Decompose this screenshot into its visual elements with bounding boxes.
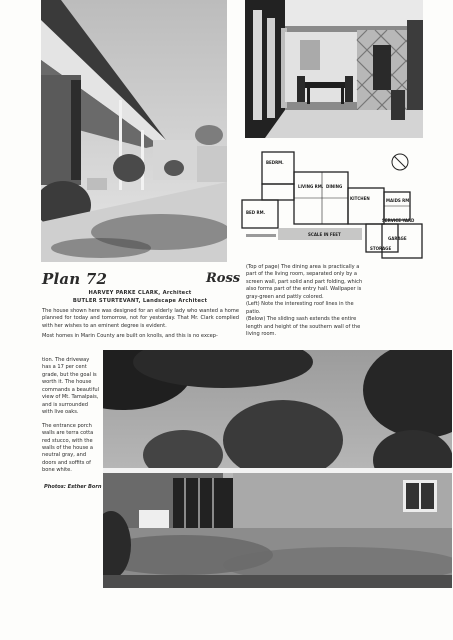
caption-left: (Left) Note the interesting roof lines in the patio. bbox=[246, 301, 354, 315]
credits bbox=[42, 290, 238, 305]
plan-label-bedroom-1: BEDRM. bbox=[266, 160, 284, 165]
photo-credit: Photos: Esther Born bbox=[44, 484, 102, 490]
plan-label-living-room: LIVING RM. bbox=[298, 184, 324, 189]
plan-label-service-yard: SERVICE YARD bbox=[382, 218, 415, 223]
plan-label-dining: DINING bbox=[326, 184, 343, 189]
caption-top: (Top of page) The dining area is practically a part of the living room, separated only by a screen wall, part solid and part folding, which also forms part of the entry hall. Wallpaper is gray-green and pattly colored. bbox=[246, 264, 363, 300]
architect-credit: HARVEY PARKE CLARK, Architect bbox=[88, 290, 192, 296]
floor-plan bbox=[238, 148, 425, 261]
plan-label-maids-room: MAIDS RM. bbox=[386, 198, 411, 203]
body-column-narrow bbox=[42, 357, 99, 481]
body-paragraph-2-rest: tion. The driveway has a 17 per cent grade, but the goal is worth it. The house commands a beautiful view of Mt. Tamalpais, and is surrounded with live oaks. bbox=[42, 357, 100, 416]
body-paragraph-3: The entrance porch walls are terra cotta red stucco, with the walls of the house a neutral gray, and doors and soffits of bone white. bbox=[42, 422, 94, 474]
exterior-photo bbox=[103, 350, 452, 588]
plan-label-storage: STORAGE bbox=[370, 246, 392, 251]
plan-label-scale: SCALE IN FEET bbox=[308, 232, 341, 237]
body-paragraph-2-start: Most homes in Marin County are built on knolls, and this is no excep- bbox=[42, 333, 218, 340]
plan-title: Plan 72 bbox=[42, 270, 108, 288]
dining-area-photo bbox=[245, 0, 423, 138]
plan-label-bedroom-2: BED RM. bbox=[246, 210, 266, 215]
body-text bbox=[42, 308, 239, 341]
patio-photo bbox=[41, 0, 227, 262]
landscape-credit: BUTLER STURTEVANT, Landscape Architect bbox=[72, 297, 208, 304]
artist-signature: Ross bbox=[206, 271, 241, 286]
caption-below: (Below) The sliding sash extends the entire length and height of the southern wall of the living room. bbox=[246, 316, 361, 338]
caption bbox=[246, 264, 366, 339]
plan-label-kitchen: KITCHEN bbox=[350, 196, 370, 201]
plan-label-garage: GARAGE bbox=[388, 236, 407, 241]
body-paragraph-1: The house shown here was designed for an elderly lady who wanted a home planned for today and tomorrow, not for yesterday. That Mr. Clark complied with her wishes to an eminent degree is evident. bbox=[42, 308, 239, 329]
floor-plan-drawing bbox=[238, 148, 425, 261]
